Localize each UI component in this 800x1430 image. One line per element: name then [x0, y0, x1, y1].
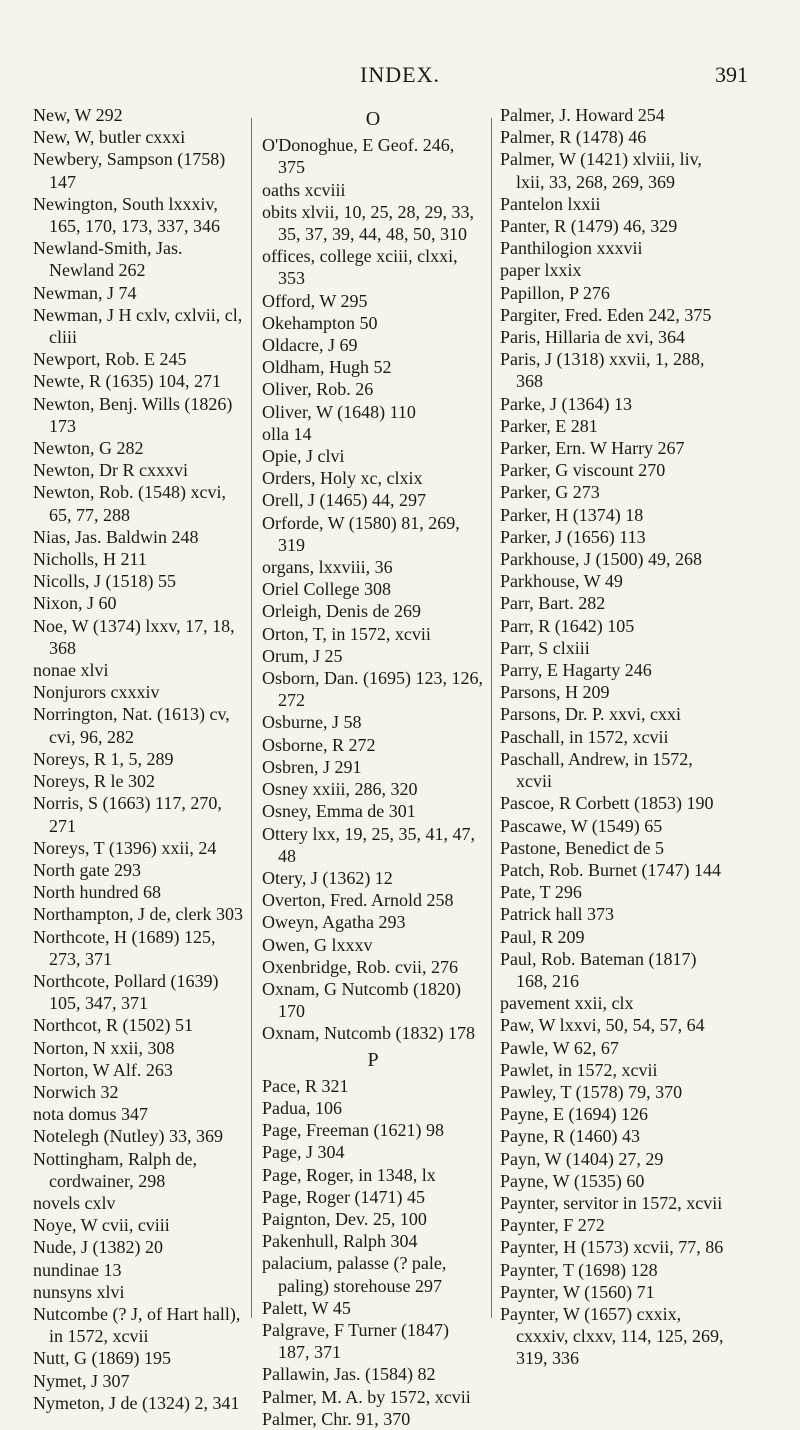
index-entry: Norton, W Alf. 263 — [33, 1059, 173, 1080]
index-entry: Parker, E 281 — [500, 415, 598, 436]
index-entry: Oliver, W (1648) 110 — [262, 401, 416, 422]
index-entry: Palmer, Chr. 91, 370 — [262, 1408, 411, 1429]
index-entry: Oldacre, J 69 — [262, 335, 358, 356]
index-entry: Noe, W (1374) lxxv, 17, 18, 368 — [33, 615, 235, 658]
index-entry: Page, J 304 — [262, 1142, 345, 1163]
index-entry: Palett, W 45 — [262, 1297, 351, 1318]
index-entry: Ottery lxx, 19, 25, 35, 41, 47, 48 — [262, 823, 475, 866]
index-entry: nota domus 347 — [33, 1104, 148, 1125]
index-entry: Nutt, G (1869) 195 — [33, 1348, 171, 1369]
index-entry: Paynter, T (1698) 128 — [500, 1259, 658, 1280]
index-entry: Oldham, Hugh 52 — [262, 357, 392, 378]
index-entry: Nymet, J 307 — [33, 1370, 130, 1391]
index-entry: Opie, J clvi — [262, 446, 345, 467]
index-entry: Palmer, W (1421) xlviii, liv, lxii, 33, 268, 269, 369 — [500, 149, 702, 192]
index-entry: offices, college xciii, clxxi, 353 — [262, 246, 458, 289]
index-entry: Pastone, Benedict de 5 — [500, 837, 664, 858]
index-entry: Norton, N xxii, 308 — [33, 1037, 175, 1058]
index-entry: O'Donoghue, E Geof. 246, 375 — [262, 135, 455, 178]
index-entry: Parr, S clxiii — [500, 637, 590, 658]
index-entry: Parker, H (1374) 18 — [500, 504, 644, 525]
page-header — [0, 62, 800, 92]
index-entry: palacium, palasse (? pale, paling) storehouse 297 — [262, 1253, 447, 1296]
index-entry: obits xlvii, 10, 25, 28, 29, 33, 35, 37, 39, 44, 48, 50, 310 — [262, 201, 475, 245]
index-entry: Norris, S (1663) 117, 270, 271 — [33, 793, 222, 836]
index-entry: Nicholls, H 211 — [33, 549, 147, 570]
index-entry: Nicolls, J (1518) 55 — [33, 571, 176, 592]
index-entry: Nonjurors cxxxiv — [33, 682, 160, 703]
index-entry: Pargiter, Fred. Eden 242, 375 — [500, 304, 712, 325]
index-column-3 — [500, 104, 732, 1370]
index-entry: Paul, R 209 — [500, 926, 585, 947]
index-entry: Parke, J (1364) 13 — [500, 393, 632, 414]
index-entry: Notelegh (Nutley) 33, 369 — [33, 1126, 223, 1147]
index-entry: Panthilogion xxxvii — [500, 238, 643, 259]
index-entry: Osney xxiii, 286, 320 — [262, 779, 418, 800]
index-entry: Parr, R (1642) 105 — [500, 615, 635, 636]
index-entry: Pakenhull, Ralph 304 — [262, 1231, 418, 1252]
index-entry: Orleigh, Denis de 269 — [262, 601, 421, 622]
index-entry: Patch, Rob. Burnet (1747) 144 — [500, 859, 721, 880]
index-entry: Newport, Rob. E 245 — [33, 349, 187, 370]
index-entry: Parker, Ern. W Harry 267 — [500, 438, 685, 459]
index-entry: olla 14 — [262, 423, 312, 444]
index-entry: Paschall, in 1572, xcvii — [500, 726, 669, 747]
index-entry: Paynter, F 272 — [500, 1215, 605, 1236]
index-entry: Pascawe, W (1549) 65 — [500, 815, 663, 836]
index-entry: Papillon, P 276 — [500, 282, 610, 303]
index-entry: Nude, J (1382) 20 — [33, 1237, 163, 1258]
index-entry: Overton, Fred. Arnold 258 — [262, 890, 454, 911]
index-entry: Paynter, H (1573) xcvii, 77, 86 — [500, 1237, 724, 1258]
index-entry: Pawley, T (1578) 79, 370 — [500, 1081, 683, 1102]
index-entry: Parkhouse, W 49 — [500, 571, 623, 592]
index-column-1 — [33, 104, 251, 1414]
index-entry: Newton, Dr R cxxxvi — [33, 460, 188, 481]
index-entry: Noye, W cvii, cviii — [33, 1215, 170, 1236]
index-entry: Parsons, Dr. P. xxvi, cxxi — [500, 704, 682, 725]
index-entry: Pallawin, Jas. (1584) 82 — [262, 1364, 436, 1385]
section-letter: P — [367, 1048, 379, 1071]
index-entry: nundinae 13 — [33, 1259, 122, 1280]
index-entry: nonae xlvi — [33, 660, 109, 681]
index-entry: Nutcombe (? J, of Hart hall), in 1572, xcvii — [33, 1303, 241, 1347]
index-entry: North hundred 68 — [33, 882, 161, 903]
index-entry: Parsons, H 209 — [500, 682, 610, 703]
index-entry: Oweyn, Agatha 293 — [262, 912, 406, 933]
index-entry: Osney, Emma de 301 — [262, 801, 416, 822]
index-entry: Newbery, Sampson (1758) 147 — [33, 149, 226, 192]
page-number: 391 — [715, 62, 748, 87]
index-entry: Paw, W lxxvi, 50, 54, 57, 64 — [500, 1015, 705, 1036]
index-entry: Osburne, J 58 — [262, 712, 362, 733]
index-entry: Newman, J H cxlv, cxlvii, cl, cliii — [33, 304, 243, 348]
index-entry: Parkhouse, J (1500) 49, 268 — [500, 549, 702, 570]
index-entry: Payn, W (1404) 27, 29 — [500, 1148, 664, 1169]
index-entry: Newton, G 282 — [33, 438, 144, 459]
index-entry: North gate 293 — [33, 859, 141, 880]
index-entry: Oxnam, G Nutcomb (1820) 170 — [262, 978, 461, 1022]
index-entry: Paynter, W (1560) 71 — [500, 1281, 655, 1302]
index-entry: Newton, Rob. (1548) xcvi, 65, 77, 288 — [33, 482, 226, 525]
index-entry: Okehampton 50 — [262, 312, 378, 333]
index-entry: Oliver, Rob. 26 — [262, 379, 374, 400]
index-entry: Orton, T, in 1572, xcvii — [262, 623, 431, 644]
index-entry: Osbren, J 291 — [262, 756, 362, 777]
index-entry: Newte, R (1635) 104, 271 — [33, 371, 221, 392]
index-entry: Osborn, Dan. (1695) 123, 126, 272 — [262, 668, 483, 711]
index-entry: Pascoe, R Corbett (1853) 190 — [500, 793, 714, 814]
index-entry: Pantelon lxxii — [500, 193, 601, 214]
index-entry: Nymeton, J de (1324) 2, 341 — [33, 1392, 240, 1413]
column-divider — [491, 118, 492, 1318]
index-entry: Nottingham, Ralph de, cordwainer, 298 — [33, 1148, 197, 1191]
index-entry: nunsyns xlvi — [33, 1281, 125, 1302]
index-entry: Parker, G viscount 270 — [500, 460, 666, 481]
index-entry: Paul, Rob. Bateman (1817) 168, 216 — [500, 948, 697, 991]
index-entry: New, W, butler cxxxi — [33, 127, 186, 148]
index-entry: pavement xxii, clx — [500, 993, 634, 1014]
index-entry: Panter, R (1479) 46, 329 — [500, 216, 678, 237]
index-entry: Noreys, T (1396) xxii, 24 — [33, 837, 217, 858]
index-entry: Page, Freeman (1621) 98 — [262, 1120, 444, 1141]
index-entry: Newton, Benj. Wills (1826) 173 — [33, 393, 233, 436]
index-entry: Palmer, R (1478) 46 — [500, 127, 647, 148]
index-entry: Nias, Jas. Baldwin 248 — [33, 526, 199, 547]
index-entry: Pate, T 296 — [500, 882, 582, 903]
index-entry: Parker, J (1656) 113 — [500, 526, 646, 547]
index-entry: Newman, J 74 — [33, 282, 137, 303]
index-entry: Pace, R 321 — [262, 1075, 349, 1096]
index-entry: oaths xcviii — [262, 179, 346, 200]
index-entry: Nixon, J 60 — [33, 593, 117, 614]
index-entry: Northcote, H (1689) 125, 273, 371 — [33, 926, 216, 969]
index-entry: Northcot, R (1502) 51 — [33, 1015, 193, 1036]
index-entry: Payne, E (1694) 126 — [500, 1104, 648, 1125]
index-entry: Noreys, R 1, 5, 289 — [33, 748, 174, 769]
index-entry: Otery, J (1362) 12 — [262, 867, 393, 888]
index-entry: Page, Roger (1471) 45 — [262, 1186, 425, 1207]
index-entry: Oriel College 308 — [262, 579, 391, 600]
index-entry: Padua, 106 — [262, 1097, 342, 1118]
index-entry: novels cxlv — [33, 1192, 116, 1213]
index-entry: Newington, South lxxxiv, 165, 170, 173, 337, 346 — [33, 193, 220, 237]
section-letter: O — [365, 108, 381, 130]
index-entry: Osborne, R 272 — [262, 734, 376, 755]
index-entry: organs, lxxviii, 36 — [262, 557, 393, 578]
index-entry: Newland-Smith, Jas. Newland 262 — [33, 238, 183, 281]
index-column-2 — [262, 104, 484, 1430]
index-entry: Payne, R (1460) 43 — [500, 1126, 640, 1147]
index-entry: paper lxxix — [500, 260, 582, 281]
index-entry: Norrington, Nat. (1613) cv, cvi, 96, 282 — [33, 704, 230, 747]
index-entry: Northcote, Pollard (1639) 105, 347, 371 — [33, 970, 219, 1014]
index-entry: Page, Roger, in 1348, lx — [262, 1164, 436, 1185]
index-entry: Patrick hall 373 — [500, 904, 614, 925]
index-entry: Pawle, W 62, 67 — [500, 1037, 619, 1058]
index-entry: Paynter, servitor in 1572, xcvii — [500, 1192, 723, 1213]
column-divider — [251, 118, 252, 1318]
index-entry: Offord, W 295 — [262, 290, 368, 311]
index-entry: Norwich 32 — [33, 1081, 119, 1102]
index-entry: Palmer, J. Howard 254 — [500, 105, 665, 125]
index-entry: Paris, J (1318) xxvii, 1, 288, 368 — [500, 349, 705, 392]
index-entry: Paschall, Andrew, in 1572, xcvii — [500, 748, 693, 792]
index-entry: Orell, J (1465) 44, 297 — [262, 490, 426, 511]
index-entry: Palgrave, F Turner (1847) 187, 371 — [262, 1319, 449, 1363]
index-entry: Parker, G 273 — [500, 482, 600, 503]
index-entry: Paynter, W (1657) cxxix, cxxxiv, clxxv, 114, 125, 269, 319, 336 — [500, 1303, 724, 1369]
index-entry: Northampton, J de, clerk 303 — [33, 904, 243, 925]
index-entry: Oxnam, Nutcomb (1832) 178 — [262, 1023, 475, 1044]
index-entry: Orforde, W (1580) 81, 269, 319 — [262, 512, 460, 555]
index-entry: Parry, E Hagarty 246 — [500, 660, 652, 681]
index-entry: Parr, Bart. 282 — [500, 593, 606, 614]
index-entry: Noreys, R le 302 — [33, 771, 155, 792]
index-entry: Oxenbridge, Rob. cvii, 276 — [262, 956, 458, 977]
index-entry: Paris, Hillaria de xvi, 364 — [500, 327, 685, 348]
index-entry: Paignton, Dev. 25, 100 — [262, 1208, 427, 1229]
index-entry: Orders, Holy xc, clxix — [262, 468, 423, 489]
index-entry: Owen, G lxxxv — [262, 934, 373, 955]
index-entry: Orum, J 25 — [262, 645, 343, 666]
index-entry: Pawlet, in 1572, xcvii — [500, 1059, 658, 1080]
running-title: INDEX. — [360, 62, 440, 87]
index-entry: New, W 292 — [33, 105, 123, 125]
index-entry: Palmer, M. A. by 1572, xcvii — [262, 1386, 471, 1407]
index-entry: Payne, W (1535) 60 — [500, 1170, 645, 1191]
